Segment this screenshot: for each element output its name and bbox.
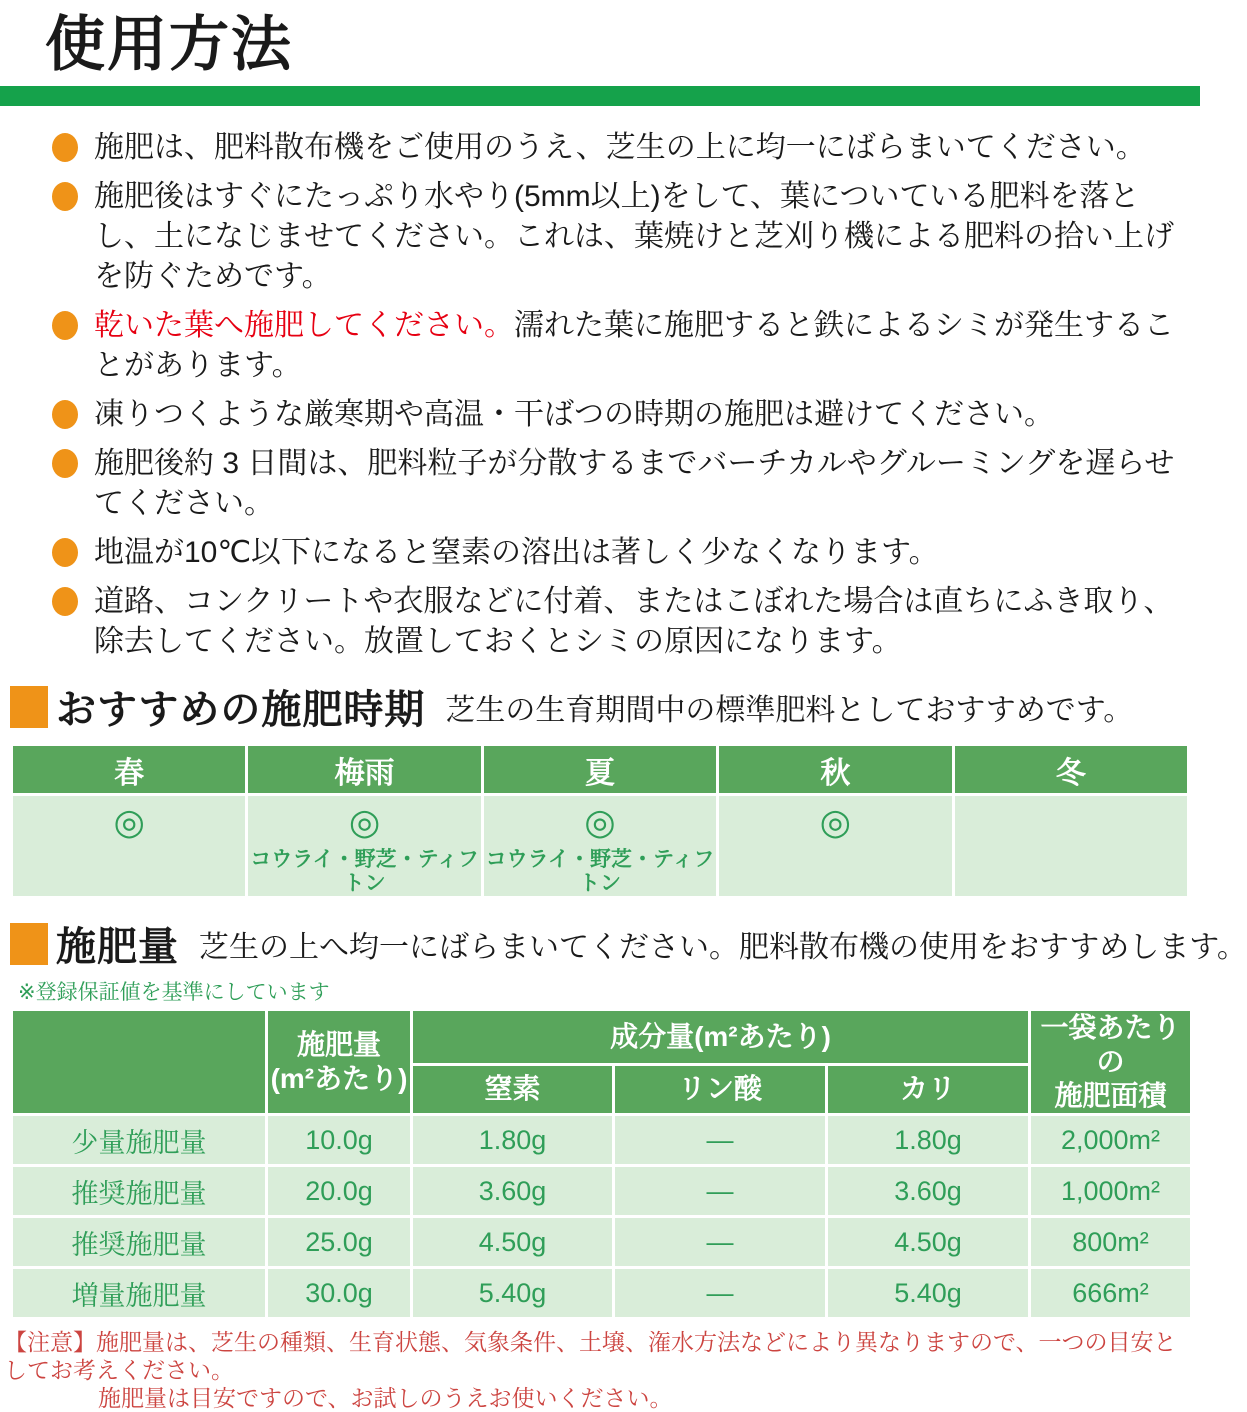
caution-note — [4, 1328, 1196, 1412]
amount-section — [0, 915, 1247, 1320]
usage-note-text — [94, 582, 1182, 662]
schedule-cell-autumn — [718, 795, 953, 898]
nitrogen-value: 4.50g — [412, 1217, 614, 1268]
amount-table — [10, 1008, 1193, 1320]
grass-type-note: コウライ・野芝・ティフトン — [250, 848, 479, 895]
section-marker-square — [10, 686, 48, 728]
page-title: 使用方法 — [45, 11, 293, 78]
schedule-col-autumn: 秋 — [718, 745, 953, 795]
grass-type-note: コウライ・野芝・ティフトン — [485, 848, 715, 895]
amount-value: 25.0g — [267, 1217, 412, 1268]
amount-header-empty — [12, 1010, 267, 1115]
amount-row-label: 推奨施肥量 — [12, 1166, 267, 1217]
phosphate-value: ― — [614, 1268, 827, 1319]
phosphate-value: ― — [614, 1166, 827, 1217]
note-text: 凍りつくような厳寒期や高温・干ばつの時期の施肥は避けてください。 — [94, 398, 1054, 431]
potassium-value: 4.50g — [827, 1217, 1030, 1268]
amount-header-dose — [267, 1010, 412, 1115]
amount-header-dose-line2: (m²あたり) — [270, 1063, 408, 1094]
area-value: 666m² — [1030, 1268, 1192, 1319]
area-value: 800m² — [1030, 1217, 1192, 1268]
amount-table-header-row-1 — [12, 1010, 1192, 1065]
amount-header-dose-line1: 施肥量 — [296, 1029, 381, 1060]
amount-table-row — [12, 1217, 1192, 1268]
caution-label: 【注意】 — [4, 1329, 96, 1355]
section-marker-square — [10, 923, 48, 965]
schedule-cell-summer — [482, 795, 717, 898]
note-highlight-text: 乾いた葉へ施肥してください。 — [94, 309, 514, 342]
amount-header-area — [1030, 1010, 1192, 1115]
schedule-table-header-row — [12, 745, 1189, 795]
usage-note-item — [52, 128, 1182, 168]
bullet-icon — [52, 449, 78, 478]
usage-note-text — [94, 533, 939, 573]
schedule-col-summer: 夏 — [482, 745, 717, 795]
amount-value: 30.0g — [267, 1268, 412, 1319]
amount-header-phosphate: リン酸 — [614, 1064, 827, 1114]
usage-note-text — [94, 177, 1182, 297]
amount-section-header — [10, 915, 1247, 972]
schedule-section-subtitle: 芝生の生育期間中の標準肥料としておすすめです。 — [445, 693, 1134, 727]
usage-note-item — [52, 444, 1182, 524]
nitrogen-value: 3.60g — [412, 1166, 614, 1217]
schedule-col-spring: 春 — [12, 745, 247, 795]
amount-value: 10.0g — [267, 1115, 412, 1166]
caution-line-2: 施肥量は目安ですので、お試しのうえお使いください。 — [98, 1385, 673, 1411]
schedule-table-body-row — [12, 795, 1189, 898]
amount-header-area-line2: 施肥面積 — [1054, 1080, 1167, 1111]
schedule-col-winter: 冬 — [953, 745, 1188, 795]
schedule-section — [0, 678, 1200, 899]
usage-notes-list — [52, 128, 1182, 662]
phosphate-value: ― — [614, 1115, 827, 1166]
schedule-table — [10, 743, 1190, 899]
bullet-icon — [52, 133, 78, 162]
schedule-cell-spring — [12, 795, 247, 898]
double-circle-mark — [955, 802, 1187, 842]
bullet-icon — [52, 311, 78, 340]
schedule-col-rainy-season: 梅雨 — [247, 745, 482, 795]
bullet-icon — [52, 182, 78, 211]
amount-row-label: 増量施肥量 — [12, 1268, 267, 1319]
usage-note-text — [94, 444, 1182, 524]
note-text: 施肥は、肥料散布機をご使用のうえ、芝生の上に均一にばらまいてください。 — [94, 131, 1146, 164]
amount-table-row — [12, 1115, 1192, 1166]
amount-row-label: 少量施肥量 — [12, 1115, 267, 1166]
usage-note-item — [52, 395, 1182, 435]
note-text: 地温が10℃以下になると窒素の溶出は著しく少なくなります。 — [94, 536, 939, 569]
schedule-cell-winter — [953, 795, 1188, 898]
amount-table-row — [12, 1166, 1192, 1217]
amount-header-potassium: カリ — [827, 1064, 1030, 1114]
caution-line-1 — [4, 1328, 1196, 1384]
note-text: 濡れた葉に施肥すると鉄によるシミが発生することがあります。 — [94, 309, 1174, 382]
nitrogen-value: 1.80g — [412, 1115, 614, 1166]
potassium-value: 5.40g — [827, 1268, 1030, 1319]
potassium-value: 1.80g — [827, 1115, 1030, 1166]
amount-section-title: 施肥量 — [56, 925, 179, 969]
schedule-section-title: おすすめの施肥時期 — [56, 688, 426, 732]
potassium-value: 3.60g — [827, 1166, 1030, 1217]
note-text: 道路、コンクリートや衣服などに付着、またはこぼれた場合は直ちにふき取り、除去してください。放置しておくとシミの原因になります。 — [94, 585, 1174, 658]
usage-note-item — [52, 582, 1182, 662]
double-circle-mark: ◎ — [348, 801, 381, 842]
amount-table-row — [12, 1268, 1192, 1319]
usage-note-item — [52, 177, 1182, 297]
double-circle-mark: ◎ — [819, 801, 852, 842]
amount-value: 20.0g — [267, 1166, 412, 1217]
amount-header-nitrogen: 窒素 — [412, 1064, 614, 1114]
double-circle-mark: ◎ — [584, 801, 616, 842]
nitrogen-value: 5.40g — [412, 1268, 614, 1319]
area-value: 2,000m² — [1030, 1115, 1192, 1166]
usage-note-text — [94, 395, 1054, 435]
double-circle-mark: ◎ — [113, 801, 145, 842]
schedule-cell-rainy-season — [247, 795, 482, 898]
amount-header-components-group: 成分量(m²あたり) — [412, 1010, 1030, 1065]
usage-note-text — [94, 306, 1182, 386]
bullet-icon — [52, 587, 78, 616]
usage-note-item — [52, 533, 1182, 573]
registered-value-note: ※登録保証値を基準にしています — [18, 981, 330, 1004]
bullet-icon — [52, 538, 78, 567]
schedule-section-header — [10, 678, 1190, 735]
phosphate-value: ― — [614, 1217, 827, 1268]
bullet-icon — [52, 400, 78, 429]
usage-note-text — [94, 128, 1146, 168]
title-underline-bar — [0, 86, 1200, 106]
amount-header-area-line1: 一袋あたりの — [1040, 1012, 1181, 1077]
note-text: 施肥後約 3 日間は、肥料粒子が分散するまでバーチカルやグルーミングを遅らせてください。 — [94, 447, 1175, 520]
note-text: 施肥後はすぐにたっぷり水やり(5mm以上)をして、葉についている肥料を落とし、土になじませてください。これは、葉焼けと芝刈り機による肥料の拾い上げを防ぐためです。 — [94, 180, 1174, 293]
amount-section-subtitle: 芝生の上へ均一にばらまいてください。肥料散布機の使用をおすすめします。 — [199, 930, 1247, 964]
amount-row-label: 推奨施肥量 — [12, 1217, 267, 1268]
caution-text-1: 施肥量は、芝生の種類、生育状態、気象条件、土壌、潅水方法などにより異なりますので、一つの目安としてお考えください。 — [4, 1329, 1177, 1383]
area-value: 1,000m² — [1030, 1166, 1192, 1217]
usage-note-item — [52, 306, 1182, 386]
